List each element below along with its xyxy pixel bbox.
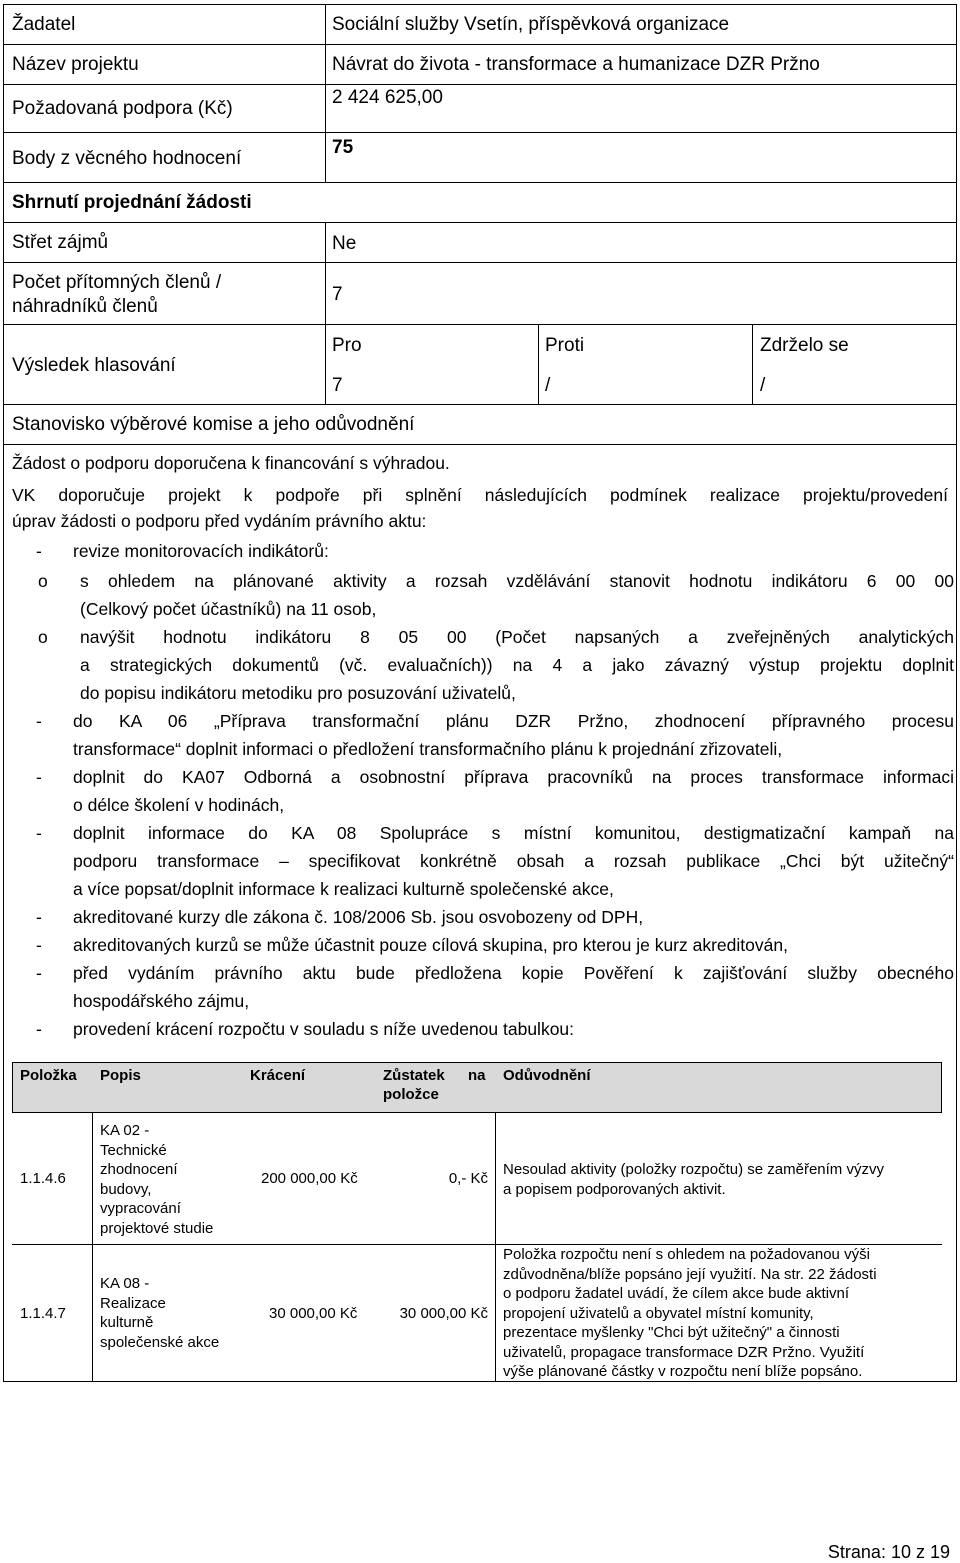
- row-reason: [503, 1245, 877, 1382]
- reason-line: Nesoulad aktivity (položky rozpočtu) se zaměřením výzvy: [503, 1161, 884, 1178]
- sub-line: (Celkový počet účastníků) na 11 osob,: [80, 599, 377, 619]
- dash-bullet: -: [36, 935, 42, 955]
- sub-list-item: [80, 567, 954, 623]
- table-border: [12, 1062, 942, 1063]
- members-label: Počet přítomných členů /: [12, 272, 222, 293]
- row-divider: [3, 262, 957, 263]
- dash-bullet: -: [36, 963, 42, 983]
- row-divider: [3, 324, 957, 325]
- th-rest: Zůstatek: [383, 1067, 445, 1084]
- reason-line: zdůvodněna/blíže popsáno její využití. Na str. 22 žádosti: [503, 1265, 877, 1283]
- page-number: Strana: 10 z 19: [827, 1542, 950, 1562]
- vote-for-value: 7: [332, 375, 343, 396]
- desc-line: KA 02 -: [100, 1122, 150, 1139]
- row-item: 1.1.4.7: [20, 1305, 66, 1322]
- th-item: Položka: [20, 1067, 77, 1084]
- item-line: před vydáním právního aktu bude předložena kopie Pověření k zajišťování služby obecného: [73, 963, 954, 983]
- list-item: akreditované kurzy dle zákona č. 108/2006 Sb. jsou osvobozeny od DPH,: [73, 907, 644, 927]
- col-divider: [538, 324, 539, 404]
- vote-label: Výsledek hlasování: [12, 355, 176, 376]
- row-cut: 30 000,00 Kč: [269, 1305, 358, 1322]
- vote-against-label: Proti: [545, 335, 585, 356]
- sub-line: do popisu indikátoru metodiku pro posuzování uživatelů,: [80, 683, 516, 703]
- reason-line: uživatelů, propagace transformace DZR Pržno. Využití: [503, 1343, 865, 1361]
- item-line: o délce školení v hodinách,: [73, 795, 285, 815]
- row-divider: [3, 182, 957, 183]
- row-divider: [3, 444, 957, 445]
- reason-line: výše plánované částky v rozpočtu není blíže popsáno.: [503, 1363, 863, 1380]
- vote-for-label: Pro: [332, 335, 362, 356]
- dash-bullet: -: [36, 1019, 42, 1039]
- intro-paragraph: [12, 481, 948, 533]
- members-label: náhradníků členů: [12, 296, 158, 317]
- table-border: [12, 1062, 13, 1112]
- dash-bullet: -: [36, 767, 42, 787]
- sub-line: s ohledem na plánované aktivity a rozsah vzdělávání stanovit hodnotu indikátoru 6 00 00: [80, 571, 954, 591]
- row-cut: 200 000,00 Kč: [261, 1170, 358, 1187]
- support-label: Požadovaná podpora (Kč): [12, 98, 233, 119]
- reason-line: prezentace myšlenky "Chci být užitečný" a činnosti: [503, 1324, 840, 1341]
- dash-bullet: -: [36, 541, 42, 561]
- intro-line: VK doporučuje projekt k podpoře při splnění následujících podmínek realizace projektu/provedení: [12, 485, 948, 505]
- recommendation: Žádost o podporu doporučena k financování s výhradou.: [12, 453, 450, 473]
- row-reason: [503, 1160, 884, 1199]
- th-cut: Krácení: [250, 1067, 306, 1084]
- project-label: Název projektu: [12, 54, 139, 75]
- item-line: transformace“ doplnit informaci o předložení transformačního plánu k projednání zřizovateli,: [73, 739, 783, 759]
- item-line: do KA 06 „Příprava transformační plánu DZR Pržno, zhodnocení přípravného procesu: [73, 711, 954, 731]
- row-divider: [3, 222, 957, 223]
- desc-line: kulturně: [100, 1314, 154, 1331]
- th-description: Popis: [100, 1067, 141, 1084]
- desc-line: projektové studie: [100, 1219, 214, 1237]
- intro-line: úprav žádosti o podporu před vydáním právního aktu:: [12, 511, 427, 531]
- vote-against-value: /: [545, 375, 551, 396]
- dash-bullet: -: [36, 711, 42, 731]
- desc-line: Realizace: [100, 1294, 166, 1312]
- table-col-divider: [92, 1112, 93, 1382]
- table-col-divider: [495, 1112, 496, 1382]
- dash-bullet: -: [36, 907, 42, 927]
- col-divider: [752, 324, 753, 404]
- vote-abstain-value: /: [760, 375, 766, 396]
- th-rest: položce: [383, 1086, 439, 1103]
- summary-title: Shrnutí projednání žádosti: [12, 192, 252, 213]
- list-item: [73, 763, 954, 819]
- row-description: [100, 1121, 213, 1238]
- applicant-label: Žadatel: [12, 14, 76, 35]
- col-divider: [325, 4, 326, 182]
- item-line: podporu transformace – specifikovat konkrétně obsah a rozsah publikace „Chci být užitečný“: [73, 851, 954, 871]
- sub-list-item: [80, 623, 954, 707]
- reason-line: propojení uživatelů a obyvatel místní komunity,: [503, 1304, 814, 1322]
- opinion-label: Stanovisko výběrové komise a jeho odůvodnění: [12, 414, 415, 435]
- list-item: [73, 819, 954, 903]
- points-value: 75: [332, 137, 354, 158]
- row-item: 1.1.4.6: [20, 1170, 66, 1187]
- row-rest: 30 000,00 Kč: [399, 1305, 488, 1322]
- list-item: revize monitorovacích indikátorů:: [73, 541, 329, 561]
- sub-line: navýšit hodnotu indikátoru 8 05 00 (Počet napsaných a zveřejněných analytických: [80, 627, 954, 647]
- col-divider: [325, 222, 326, 404]
- table-border: [941, 1062, 942, 1112]
- reason-line: a popisem podporovaných aktivit.: [503, 1180, 726, 1198]
- dash-bullet: -: [36, 823, 42, 843]
- item-line: doplnit informace do KA 08 Spolupráce s místní komunitou, destigmatizační kampaň na: [73, 823, 954, 843]
- circle-bullet: o: [38, 627, 48, 647]
- item-line: a více popsat/doplnit informace k realizaci kulturně společenské akce,: [73, 879, 614, 899]
- members-value: 7: [332, 284, 343, 305]
- row-divider: [3, 404, 957, 405]
- list-item: akreditovaných kurzů se může účastnit pouze cílová skupina, pro kterou je kurz akreditován,: [73, 935, 788, 955]
- row-divider: [3, 132, 957, 133]
- list-item: [73, 707, 954, 763]
- desc-line: zhodnocení: [100, 1161, 178, 1178]
- applicant-value: Sociální služby Vsetín, příspěvková organizace: [332, 14, 730, 35]
- reason-line: Položka rozpočtu není s ohledem na požadovanou výši: [503, 1246, 870, 1263]
- vote-abstain-label: Zdrželo se: [760, 335, 849, 356]
- item-line: doplnit do KA07 Odborná a osobnostní příprava pracovníků na proces transformace informaci: [73, 767, 954, 787]
- desc-line: KA 08 -: [100, 1275, 150, 1292]
- sub-line: a strategických dokumentů (vč. evaluačních)) na 4 a jako závazný výstup projektu doplnit: [80, 655, 954, 675]
- item-line: hospodářského zájmu,: [73, 991, 250, 1011]
- conflict-label: Střet zájmů: [12, 232, 109, 253]
- circle-bullet: o: [38, 571, 48, 591]
- list-item: provedení krácení rozpočtu v souladu s níže uvedenou tabulkou:: [73, 1019, 575, 1039]
- row-divider: [3, 84, 957, 85]
- list-item: [73, 959, 954, 1015]
- reason-line: o podporu žadatel uvádí, že cílem akce bude aktivní: [503, 1285, 850, 1302]
- row-rest: 0,- Kč: [448, 1170, 488, 1187]
- th-reason: Odůvodnění: [503, 1067, 591, 1084]
- support-value: 2 424 625,00: [332, 87, 443, 108]
- conflict-value: Ne: [332, 233, 357, 254]
- table-border: [12, 1112, 942, 1113]
- th-rest-na: na: [468, 1067, 486, 1084]
- row-description: [100, 1274, 219, 1352]
- desc-line: vypracování: [100, 1200, 181, 1217]
- project-value: Návrat do života - transformace a humanizace DZR Pržno: [332, 54, 820, 75]
- points-label: Body z věcného hodnocení: [12, 148, 242, 169]
- desc-line: společenské akce: [100, 1333, 220, 1351]
- desc-line: budovy,: [100, 1180, 152, 1198]
- row-divider: [3, 44, 957, 45]
- desc-line: Technické: [100, 1141, 167, 1159]
